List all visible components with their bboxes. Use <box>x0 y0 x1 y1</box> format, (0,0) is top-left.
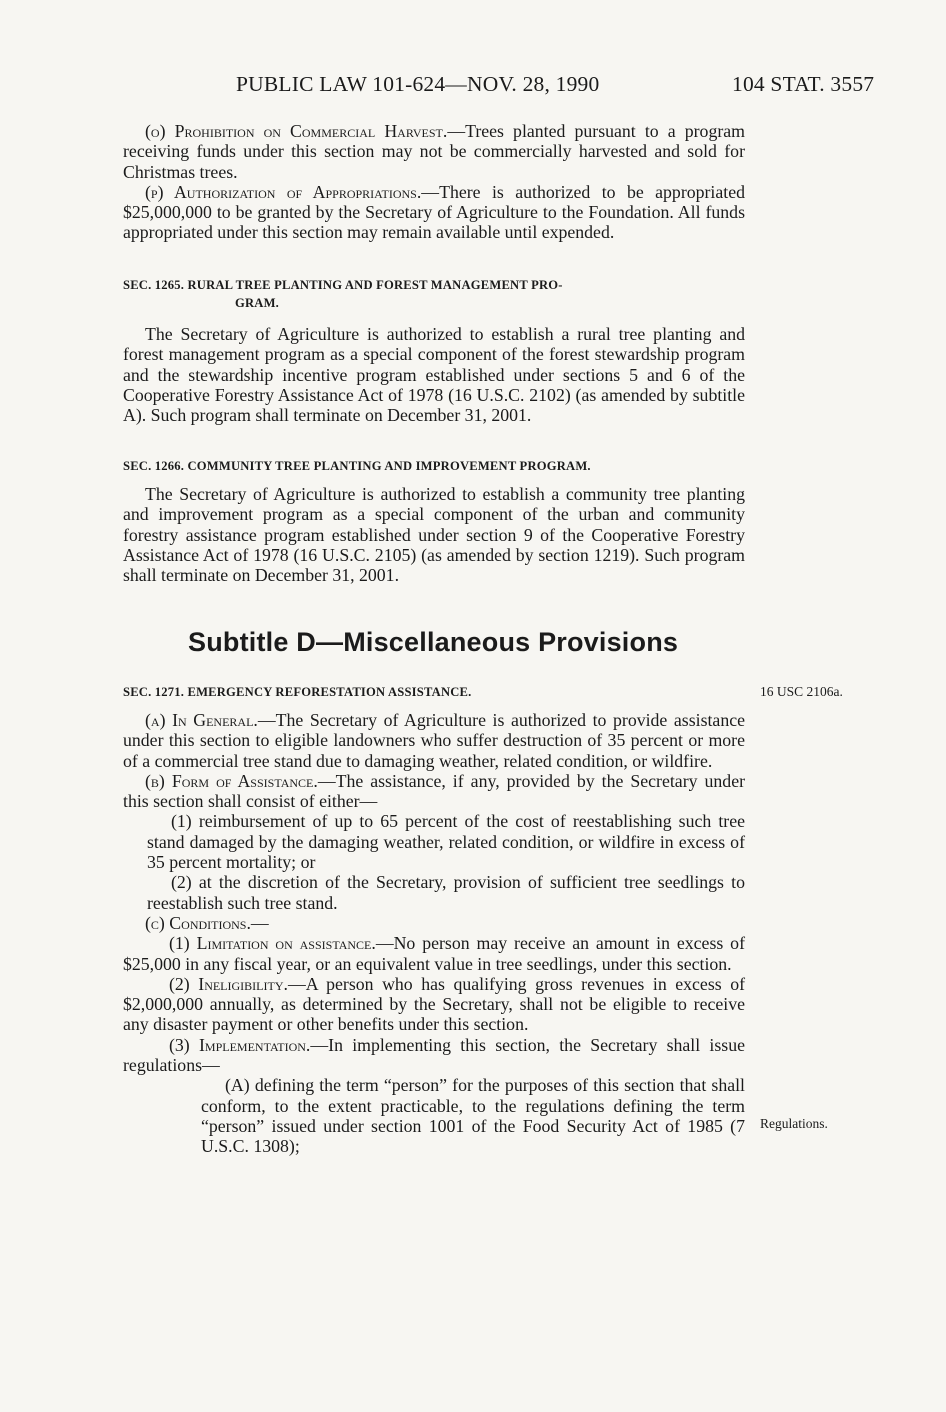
section-1266 <box>123 457 745 585</box>
section-1266-heading: SEC. 1266. COMMUNITY TREE PLANTING AND IMPROVEMENT PROGRAM. <box>123 459 591 473</box>
subsection-o-p-block <box>123 121 745 243</box>
section-1265 <box>123 276 745 425</box>
subsection-b <box>123 771 745 812</box>
section-1265-heading-line1: SEC. 1265. RURAL TREE PLANTING AND FOREST MANAGEMENT PRO- <box>123 278 563 292</box>
section-1265-heading <box>123 276 745 312</box>
paragraph-c3-heading: (3) Implementation. <box>169 1034 311 1055</box>
paragraph-c1-heading: (1) Limitation on assistance. <box>169 933 376 954</box>
subsection-a-text: —The Secretary of Agriculture is authorized to provide assistance under this section to eligible landowners who suffer destruction of 35 percent or more of a commercial tree stand due to damaging weather, related condition, or wildfire. <box>123 710 745 771</box>
subsection-o <box>123 121 745 182</box>
subsection-c <box>123 913 745 933</box>
paragraph-c1-text: —No person may receive an amount in excess of $25,000 in any fiscal year, or an equivalent value in tree seedlings, under this section. <box>123 933 745 974</box>
section-1271 <box>123 683 745 1157</box>
paragraph-c1 <box>123 933 745 974</box>
subsection-a <box>123 710 745 771</box>
paragraph-c2-text: —A person who has qualifying gross revenues in excess of $2,000,000 annually, as determined by the Secretary, shall not be eligible to receive any disaster payment or other benefits under this section. <box>123 973 746 1035</box>
section-1266-text: The Secretary of Agriculture is authorized to establish a community tree planting and improvement program as a special component of the urban and community forestry assistance program established under section 9 of the Cooperative Forestry Assistance Act of 1978 (16 U.S.C. 2105) (as amended by section 1219). Such program shall terminate on December 31, 2001. <box>123 484 745 586</box>
paragraph-c2-heading: (2) Ineligibility. <box>169 973 288 994</box>
subsection-b-text: —The assistance, if any, provided by the Secretary under this section shall consist of either— <box>123 770 746 812</box>
subsection-o-text: —Trees planted pursuant to a program receiving funds under this section may not be commercially harvested and sold for Christmas trees. <box>123 121 745 182</box>
section-1271-heading: SEC. 1271. EMERGENCY REFORESTATION ASSISTANCE. <box>123 685 472 699</box>
paragraph-b2: (2) at the discretion of the Secretary, provision of sufficient tree seedlings to reestablish such tree stand. <box>147 872 745 913</box>
margin-note-regulations: Regulations. <box>760 1116 828 1131</box>
subsection-b-heading: (b) Form of Assistance. <box>145 770 318 791</box>
subsection-a-heading: (a) In General. <box>145 710 258 730</box>
subtitle-heading: Subtitle D—Miscellaneous Provisions <box>188 627 679 657</box>
paragraph-c2 <box>123 974 745 1035</box>
subsection-p-heading: (p) Authorization of Appropriations. <box>145 181 422 202</box>
paragraph-c3-A: (A) defining the term “person” for the purposes of this section that shall conform, to the extent practicable, to the regulations defining the term “person” issued under section 1001 of the Food Security Act of 1985 (7 U.S.C. 1308); <box>201 1075 745 1157</box>
subsection-o-heading: (o) Prohibition on Commercial Harvest. <box>145 121 448 141</box>
subsection-p <box>123 182 745 243</box>
running-header-stat: 104 STAT. 3557 <box>732 72 875 96</box>
running-header-law: PUBLIC LAW 101-624—NOV. 28, 1990 <box>236 72 600 96</box>
subsection-p-text: —There is authorized to be appropriated $25,000,000 to be granted by the Secretary of Agriculture to the Foundation. All funds appropriated under this section may remain available until expended. <box>123 181 745 243</box>
margin-note-usc: 16 USC 2106a. <box>760 684 843 699</box>
section-1265-text: The Secretary of Agriculture is authorized to establish a rural tree planting and forest management program as a special component of the forest stewardship program and the stewardship incentive program established under sections 5 and 6 of the Cooperative Forestry Assistance Act of 1978 (16 U.S.C. 2102) (as amended by subtitle A). Such program shall terminate on December 31, 2001. <box>123 324 745 426</box>
paragraph-c3 <box>123 1035 745 1076</box>
paragraph-c3-text: —In implementing this section, the Secretary shall issue regulations— <box>123 1034 745 1076</box>
paragraph-b1: (1) reimbursement of up to 65 percent of the cost of reestablishing such tree stand damaged by the damaging weather, related condition, or wildfire in excess of 35 percent mortality; or <box>147 811 745 873</box>
subsection-c-heading: (c) Conditions.— <box>145 912 269 933</box>
section-1265-heading-line2: GRAM. <box>235 296 280 310</box>
